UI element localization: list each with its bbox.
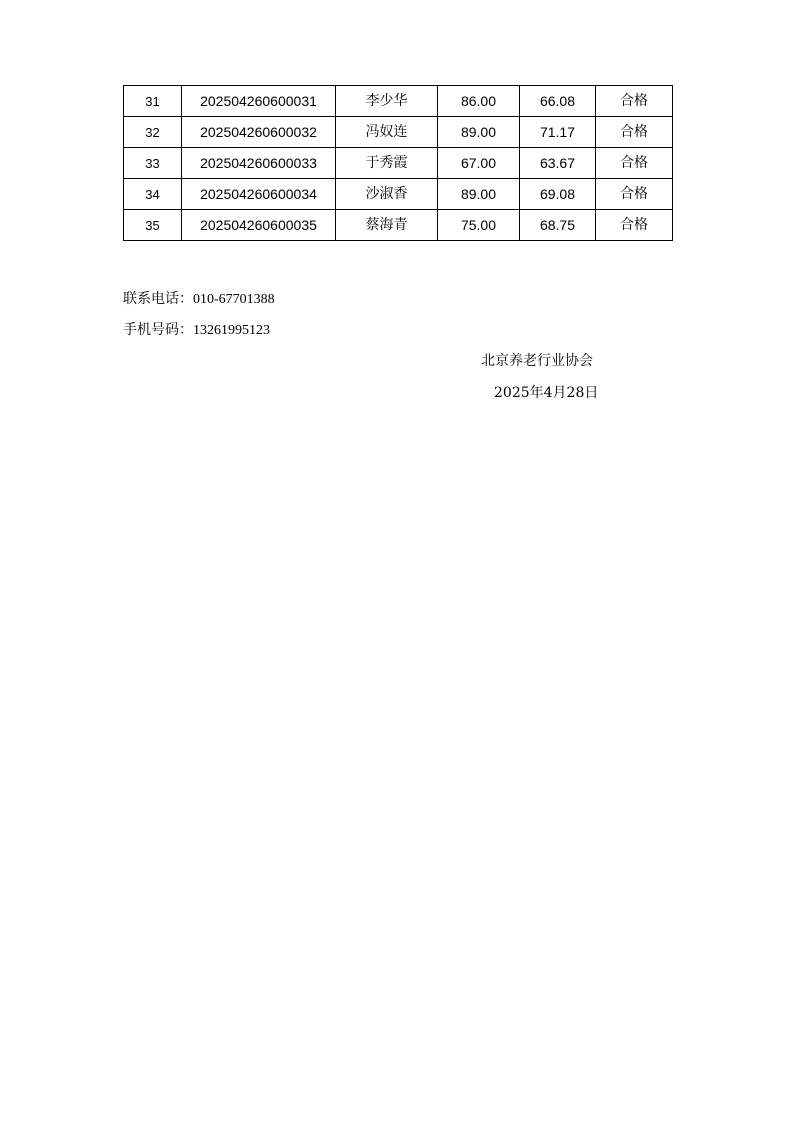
result-cell: 合格 (596, 148, 673, 179)
score-cell: 89.00 (438, 117, 520, 148)
result-cell: 合格 (596, 86, 673, 117)
exam-id-cell: 202504260600034 (182, 179, 336, 210)
name-cell: 蔡海青 (336, 210, 438, 241)
row-number-cell: 35 (124, 210, 182, 241)
result-cell: 合格 (596, 210, 673, 241)
score-cell: 75.00 (438, 210, 520, 241)
phone-number: 010-67701388 (193, 292, 275, 307)
row-number-cell: 32 (124, 117, 182, 148)
result-cell: 合格 (596, 179, 673, 210)
row-number-cell: 33 (124, 148, 182, 179)
score-cell: 89.00 (438, 179, 520, 210)
row-number-cell: 34 (124, 179, 182, 210)
name-cell: 沙淑香 (336, 179, 438, 210)
organization-name: 北京养老行业协会 (481, 353, 593, 369)
result-cell: 合格 (596, 117, 673, 148)
name-cell: 冯奴连 (336, 117, 438, 148)
issue-date: 2025年4月28日 (494, 385, 599, 401)
score-cell: 69.08 (520, 179, 596, 210)
table-row (124, 86, 673, 117)
name-cell: 于秀霞 (336, 148, 438, 179)
mobile-number: 13261995123 (193, 323, 270, 338)
score-cell: 66.08 (520, 86, 596, 117)
table-row (124, 148, 673, 179)
contact-mobile (123, 319, 270, 339)
table-row (124, 117, 673, 148)
row-number-cell: 31 (124, 86, 182, 117)
name-cell: 李少华 (336, 86, 438, 117)
exam-id-cell: 202504260600032 (182, 117, 336, 148)
mobile-label: 手机号码： (123, 322, 193, 338)
results-table (123, 85, 673, 241)
phone-label: 联系电话： (123, 291, 193, 307)
exam-id-cell: 202504260600033 (182, 148, 336, 179)
table-row (124, 179, 673, 210)
contact-phone (123, 288, 275, 308)
score-cell: 86.00 (438, 86, 520, 117)
score-cell: 67.00 (438, 148, 520, 179)
table-row (124, 210, 673, 241)
score-cell: 68.75 (520, 210, 596, 241)
exam-id-cell: 202504260600035 (182, 210, 336, 241)
score-cell: 71.17 (520, 117, 596, 148)
exam-id-cell: 202504260600031 (182, 86, 336, 117)
score-cell: 63.67 (520, 148, 596, 179)
